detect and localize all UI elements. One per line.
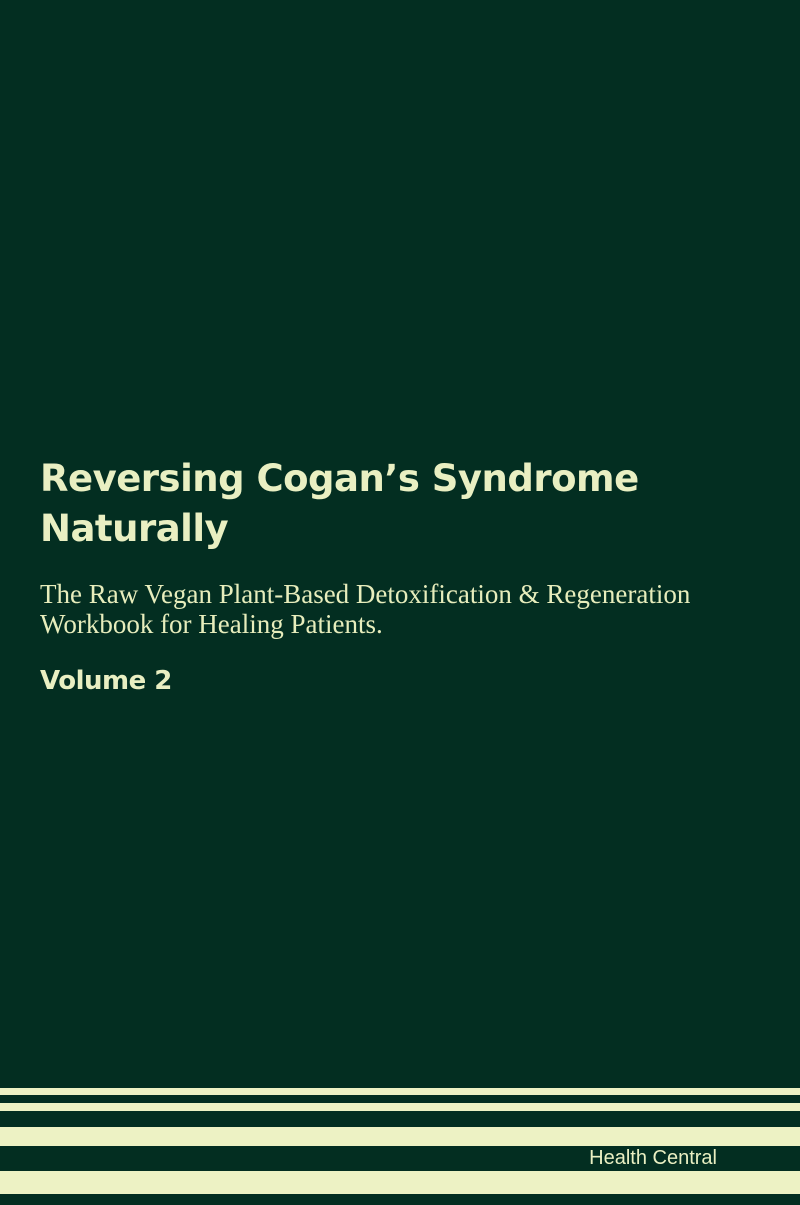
book-subtitle: The Raw Vegan Plant-Based Detoxification & Regeneration Workbook for Healing Patients. xyxy=(40,579,691,639)
book-title: Reversing Cogan’s Syndrome Naturally xyxy=(40,457,639,550)
footer-stripe-2 xyxy=(0,1103,800,1111)
footer-stripe-1 xyxy=(0,1088,800,1095)
publisher-band xyxy=(0,1146,800,1171)
publisher-name: Health Central xyxy=(589,1147,717,1169)
footer-stripe-4 xyxy=(0,1171,800,1194)
footer-stripe-3 xyxy=(0,1127,800,1146)
volume-label: Volume 2 xyxy=(40,666,172,696)
